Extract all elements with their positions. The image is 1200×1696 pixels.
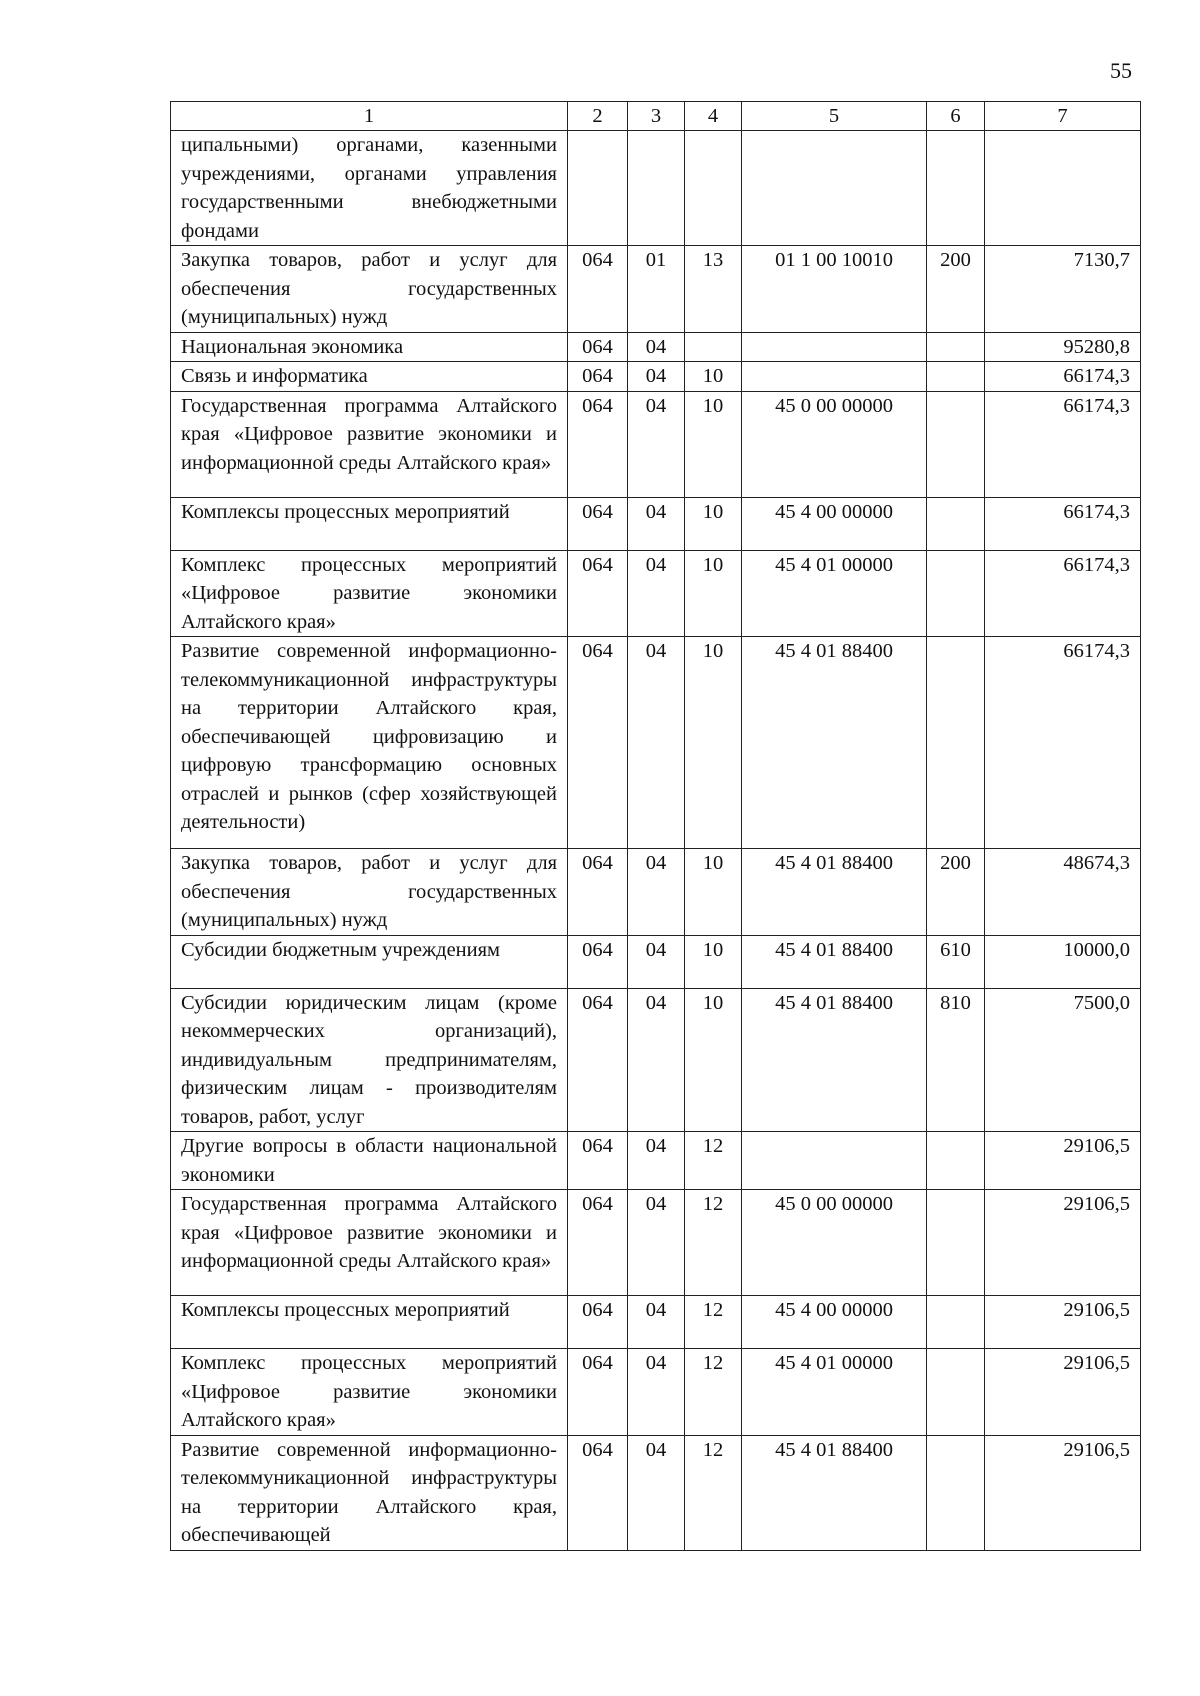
grbs-cell: 064 xyxy=(568,391,628,497)
target-article-cell xyxy=(742,131,927,246)
section-cell: 04 xyxy=(628,1190,685,1296)
table-row xyxy=(171,391,1141,497)
row-name-cell: Развитие современной информационно-телекоммуникационной инфраструктуры на территории Алтайского края, обеспечивающей xyxy=(171,1435,568,1550)
subsection-cell: 12 xyxy=(685,1132,742,1190)
target-article-cell: 01 1 00 10010 xyxy=(742,246,927,333)
section-cell: 04 xyxy=(628,1349,685,1436)
table-body xyxy=(171,131,1141,1551)
amount-cell: 66174,3 xyxy=(985,637,1141,849)
section-cell: 04 xyxy=(628,849,685,936)
expense-type-cell: 200 xyxy=(927,849,985,936)
table-row xyxy=(171,1349,1141,1436)
expense-type-cell xyxy=(927,637,985,849)
table-row xyxy=(171,1435,1141,1550)
section-cell: 01 xyxy=(628,246,685,333)
amount-cell: 29106,5 xyxy=(985,1190,1141,1296)
row-name-cell: Субсидии юридическим лицам (кроме некоммерческих организаций), индивидуальным предпринимателям, физическим лицам - производителям товаров, работ, услуг xyxy=(171,988,568,1132)
target-article-cell: 45 4 01 00000 xyxy=(742,550,927,637)
section-cell: 04 xyxy=(628,391,685,497)
row-name-cell: Государственная программа Алтайского края «Цифровое развитие экономики и информационной среды Алтайского края» xyxy=(171,1190,568,1296)
target-article-cell xyxy=(742,362,927,392)
grbs-cell: 064 xyxy=(568,246,628,333)
column-header: 3 xyxy=(628,102,685,131)
amount-cell: 29106,5 xyxy=(985,1296,1141,1349)
expense-type-cell xyxy=(927,497,985,550)
expense-type-cell: 610 xyxy=(927,935,985,988)
expense-type-cell xyxy=(927,1190,985,1296)
expense-type-cell xyxy=(927,1296,985,1349)
row-name-cell: Комплексы процессных мероприятий xyxy=(171,497,568,550)
expense-type-cell xyxy=(927,1349,985,1436)
subsection-cell: 10 xyxy=(685,362,742,392)
grbs-cell: 064 xyxy=(568,497,628,550)
amount-cell: 29106,5 xyxy=(985,1435,1141,1550)
amount-cell: 29106,5 xyxy=(985,1132,1141,1190)
expense-type-cell xyxy=(927,550,985,637)
subsection-cell: 13 xyxy=(685,246,742,333)
amount-cell xyxy=(985,131,1141,246)
target-article-cell: 45 4 01 88400 xyxy=(742,935,927,988)
table-header xyxy=(171,102,1141,131)
expense-type-cell xyxy=(927,332,985,362)
amount-cell: 7500,0 xyxy=(985,988,1141,1132)
row-name-cell: Комплексы процессных мероприятий xyxy=(171,1296,568,1349)
row-name-cell: Государственная программа Алтайского края «Цифровое развитие экономики и информационной среды Алтайского края» xyxy=(171,391,568,497)
target-article-cell: 45 0 00 00000 xyxy=(742,1190,927,1296)
expense-type-cell xyxy=(927,362,985,392)
row-name-cell: Комплекс процессных мероприятий «Цифровое развитие экономики Алтайского края» xyxy=(171,1349,568,1436)
grbs-cell: 064 xyxy=(568,935,628,988)
subsection-cell: 10 xyxy=(685,935,742,988)
subsection-cell xyxy=(685,131,742,246)
amount-cell: 7130,7 xyxy=(985,246,1141,333)
table-row xyxy=(171,1296,1141,1349)
section-cell xyxy=(628,131,685,246)
subsection-cell: 10 xyxy=(685,637,742,849)
expense-type-cell: 810 xyxy=(927,988,985,1132)
section-cell: 04 xyxy=(628,362,685,392)
section-cell: 04 xyxy=(628,637,685,849)
subsection-cell: 10 xyxy=(685,391,742,497)
section-cell: 04 xyxy=(628,497,685,550)
row-name-cell: Субсидии бюджетным учреждениям xyxy=(171,935,568,988)
table-row xyxy=(171,246,1141,333)
row-name-cell: Комплекс процессных мероприятий «Цифровое развитие экономики Алтайского края» xyxy=(171,550,568,637)
subsection-cell: 10 xyxy=(685,988,742,1132)
target-article-cell: 45 4 01 00000 xyxy=(742,1349,927,1436)
table-row xyxy=(171,497,1141,550)
table-row xyxy=(171,550,1141,637)
row-name-cell: Закупка товаров, работ и услуг для обеспечения государственных (муниципальных) нужд xyxy=(171,849,568,936)
subsection-cell: 12 xyxy=(685,1190,742,1296)
column-header: 4 xyxy=(685,102,742,131)
expense-type-cell xyxy=(927,391,985,497)
expense-type-cell: 200 xyxy=(927,246,985,333)
grbs-cell: 064 xyxy=(568,1349,628,1436)
amount-cell: 66174,3 xyxy=(985,362,1141,392)
grbs-cell: 064 xyxy=(568,332,628,362)
grbs-cell: 064 xyxy=(568,1435,628,1550)
subsection-cell: 10 xyxy=(685,849,742,936)
row-name-cell: Другие вопросы в области национальной экономики xyxy=(171,1132,568,1190)
target-article-cell xyxy=(742,332,927,362)
table-row xyxy=(171,362,1141,392)
column-header: 6 xyxy=(927,102,985,131)
target-article-cell: 45 4 01 88400 xyxy=(742,988,927,1132)
grbs-cell: 064 xyxy=(568,550,628,637)
subsection-cell: 10 xyxy=(685,497,742,550)
subsection-cell: 12 xyxy=(685,1435,742,1550)
amount-cell: 66174,3 xyxy=(985,391,1141,497)
grbs-cell: 064 xyxy=(568,637,628,849)
amount-cell: 95280,8 xyxy=(985,332,1141,362)
amount-cell: 29106,5 xyxy=(985,1349,1141,1436)
table-row xyxy=(171,849,1141,936)
section-cell: 04 xyxy=(628,1132,685,1190)
subsection-cell xyxy=(685,332,742,362)
section-cell: 04 xyxy=(628,988,685,1132)
section-cell: 04 xyxy=(628,1435,685,1550)
table-row xyxy=(171,988,1141,1132)
budget-table xyxy=(170,101,1141,1551)
grbs-cell: 064 xyxy=(568,362,628,392)
section-cell: 04 xyxy=(628,550,685,637)
grbs-cell: 064 xyxy=(568,1132,628,1190)
target-article-cell: 45 4 00 00000 xyxy=(742,497,927,550)
amount-cell: 48674,3 xyxy=(985,849,1141,936)
section-cell: 04 xyxy=(628,1296,685,1349)
amount-cell: 66174,3 xyxy=(985,550,1141,637)
row-name-cell: Национальная экономика xyxy=(171,332,568,362)
row-name-cell: Развитие современной информационно-телекоммуникационной инфраструктуры на территории Алтайского края, обеспечивающей цифровизацию и цифровую трансформацию основных отраслей и рынков (сфер хозяйствующей деятельности) xyxy=(171,637,568,849)
target-article-cell: 45 4 01 88400 xyxy=(742,637,927,849)
expense-type-cell xyxy=(927,131,985,246)
grbs-cell: 064 xyxy=(568,1296,628,1349)
expense-type-cell xyxy=(927,1132,985,1190)
table-row xyxy=(171,332,1141,362)
row-name-cell: Закупка товаров, работ и услуг для обеспечения государственных (муниципальных) нужд xyxy=(171,246,568,333)
expense-type-cell xyxy=(927,1435,985,1550)
page-number: 55 xyxy=(1110,58,1132,83)
column-header: 7 xyxy=(985,102,1141,131)
column-header: 1 xyxy=(171,102,568,131)
grbs-cell: 064 xyxy=(568,849,628,936)
subsection-cell: 12 xyxy=(685,1296,742,1349)
table-row xyxy=(171,935,1141,988)
grbs-cell xyxy=(568,131,628,246)
subsection-cell: 12 xyxy=(685,1349,742,1436)
table-row xyxy=(171,1190,1141,1296)
column-header: 5 xyxy=(742,102,927,131)
target-article-cell: 45 4 00 00000 xyxy=(742,1296,927,1349)
grbs-cell: 064 xyxy=(568,988,628,1132)
row-name-cell: Связь и информатика xyxy=(171,362,568,392)
section-cell: 04 xyxy=(628,935,685,988)
column-header: 2 xyxy=(568,102,628,131)
target-article-cell: 45 4 01 88400 xyxy=(742,849,927,936)
target-article-cell: 45 4 01 88400 xyxy=(742,1435,927,1550)
amount-cell: 10000,0 xyxy=(985,935,1141,988)
grbs-cell: 064 xyxy=(568,1190,628,1296)
subsection-cell: 10 xyxy=(685,550,742,637)
table-row xyxy=(171,1132,1141,1190)
amount-cell: 66174,3 xyxy=(985,497,1141,550)
table-row xyxy=(171,637,1141,849)
row-name-cell: ципальными) органами, казенными учреждениями, органами управления государственными внебюджетными фондами xyxy=(171,131,568,246)
table-row xyxy=(171,131,1141,246)
target-article-cell: 45 0 00 00000 xyxy=(742,391,927,497)
section-cell: 04 xyxy=(628,332,685,362)
target-article-cell xyxy=(742,1132,927,1190)
header-row xyxy=(171,102,1141,131)
